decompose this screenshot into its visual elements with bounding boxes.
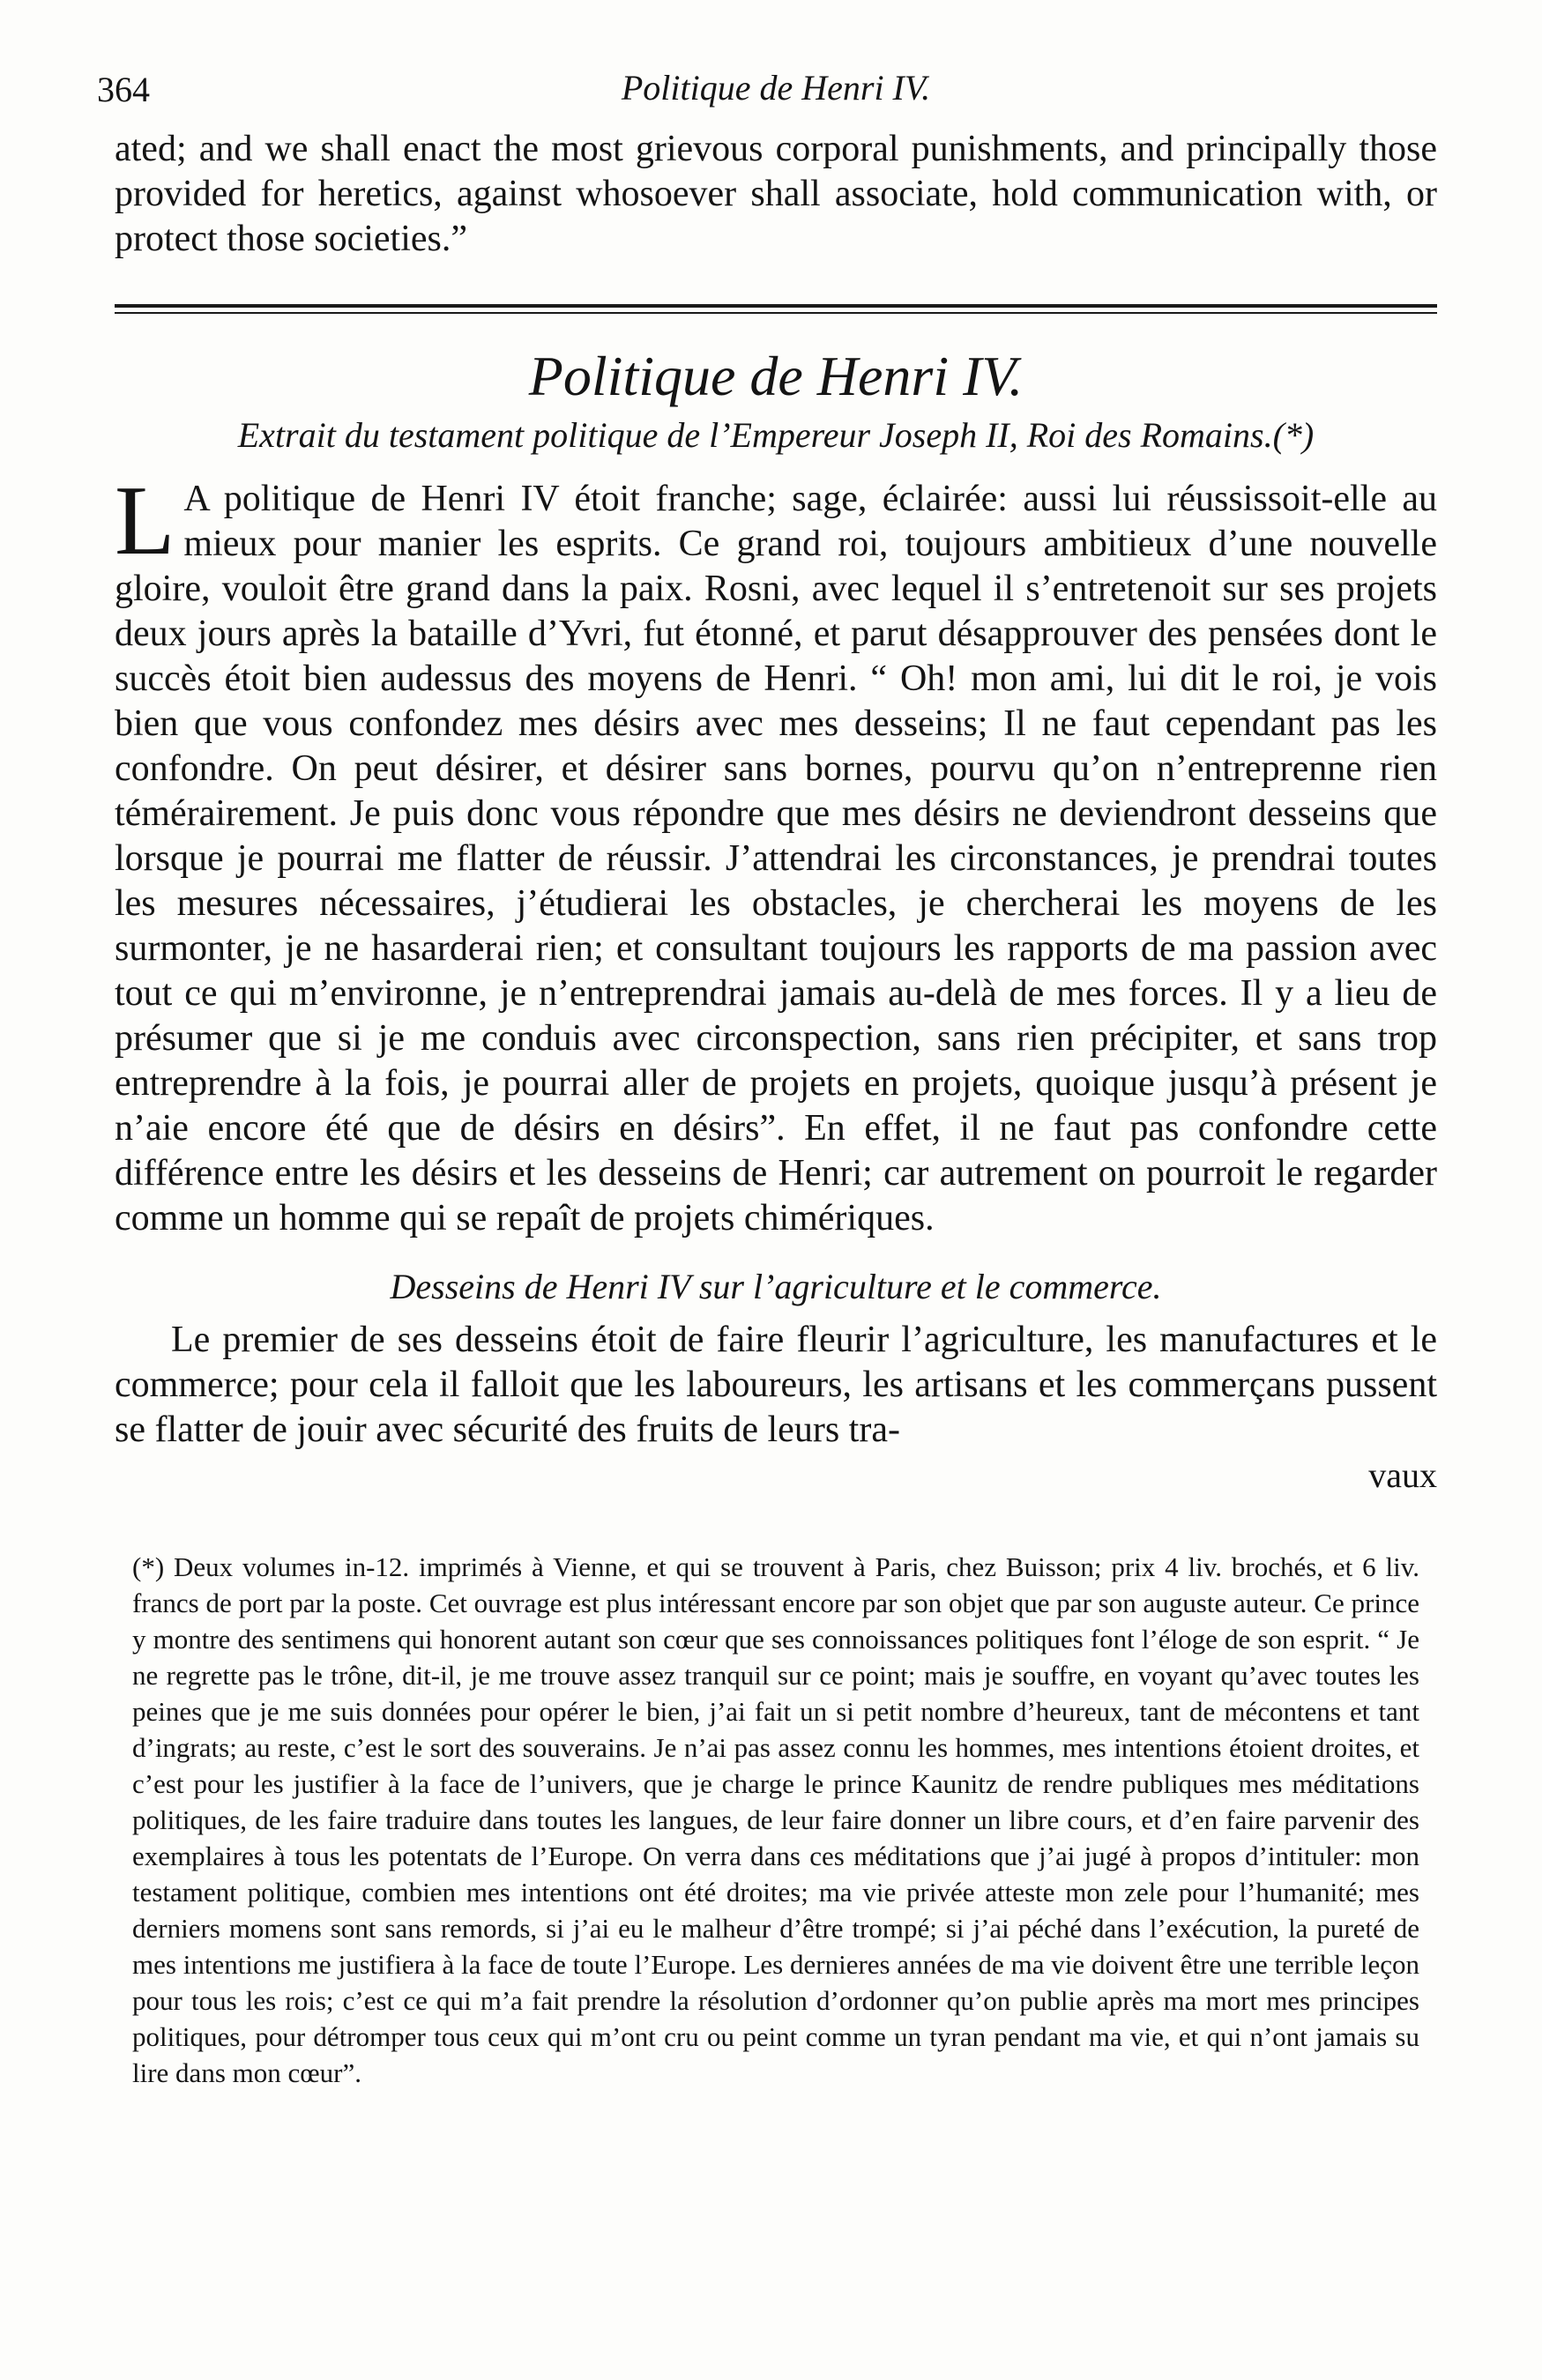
running-head — [97, 62, 1437, 123]
page-number: 364 — [97, 70, 150, 109]
section-title: Politique de Henri IV. — [528, 344, 1024, 407]
book-page — [97, 62, 1437, 2091]
running-title: Politique de Henri IV. — [621, 68, 931, 108]
first-paragraph — [115, 465, 1437, 1241]
subheading: Desseins de Henri IV sur l’agriculture et le commerce. — [390, 1266, 1162, 1306]
drop-cap: L — [115, 465, 175, 576]
footnote: (*) Deux volumes in-12. imprimés à Vienne, et qui se trouvent à Paris, chez Buisson; prix 4 liv. brochés, et 6 liv. francs de port par la poste. Cet ouvrage est plus intéressant encore par son objet que par son auguste auteur. Ce prince y montre des sentimens qui honorent autant son cœur que ses connoissances politiques font l’éloge de son esprit. “ Je ne regrette pas le trône, dit-il, je me trouve assez tranquil sur ce point; mais je souffre, en voyant qu’avec toutes les peines que je me suis données pour opérer le bien, j’ai fait un si petit nombre d’heureux, tant de mécontens et tant d’ingrats; au reste, c’est le sort des souverains. Je n’ai pas assez connu les hommes, mes intentions étoient droites, et c’est pour les justifier à la face de l’univers, que je charge le prince Kaunitz de rendre publiques mes méditations politiques, de les faire traduire dans toutes les langues, de leur faire donner un libre cours, et d’en faire parvenir des exemplaires à tous les potentats de l’Europe. On verra dans ces méditations que j’ai jugé à propos d’intituler: mon testament politique, combien mes intentions ont été droites; ma vie privée atteste mon zele pour l’humanité; mes derniers momens sont sans remords, si j’ai eu le malheur d’être trompé; si j’ai péché dans l’exécution, la pureté de mes intentions me justifiera à la face de toute l’Europe. Les dernieres années de ma vie doivent être une terrible leçon pour tous les rois; c’est ce qui m’a fait prendre la résolution d’ordonner qu’on publie après ma mort mes principes politiques, pour détromper tous ceux qui m’ont cru ou peint comme un tyran pendant ma vie, et qui n’ont jamais su lire dans mon cœur”. — [132, 1551, 1419, 2088]
divider-thin-rule — [115, 312, 1437, 314]
section-divider — [115, 304, 1437, 314]
section-subtitle: Extrait du testament politique de l’Empereur Joseph II, Roi des Romains.(*) — [237, 414, 1315, 455]
divider-thick-rule — [115, 304, 1437, 308]
first-paragraph-text: A politique de Henri IV étoit franche; sage, éclairée: aussi lui réussissoit-elle au mieux pour manier les esprits. Ce grand roi, toujours ambitieux d’une nouvelle gloire, vouloit être grand dans la paix. Rosni, avec lequel il s’entretenoit sur ses projets deux jours après la bataille d’Yvri, fut étonné, et parut désapprouver des pensées dont le succès étoit bien audessus des moyens de Henri. “ Oh! mon ami, lui dit le roi, je vois bien que vous confondez mes désirs avec mes desseins; Il ne faut cependant pas les confondre. On peut désirer, et désirer sans bornes, pourvu qu’on n’entreprenne rien témérairement. Je puis donc vous répondre que mes désirs ne deviendront desseins que lorsque je pourrai me flatter de réussir. J’attendrai les circonstances, je prendrai toutes les mesures nécessaires, j’étudierai les obstacles, je chercherai les moyens de les surmonter, je ne hasarderai rien; et consultant toujours les rapports de ma passion avec tout ce qui m’environne, je n’entreprendrai jamais au-delà de mes forces. Il y a lieu de présumer que si je me conduis avec circonspection, sans rien précipiter, et sans trop entreprendre à la fois, je pourrai aller de projets en projets, quoique jusqu’à présent je n’aie encore été que de désirs en désirs”. En effet, il ne faut pas confondre cette différence entre les désirs et les desseins de Henri; car autrement on pourroit le regarder comme un homme qui se repaît de projets chimériques. — [115, 478, 1437, 1238]
previous-text: ated; and we shall enact the most grievous corporal punishments, and principally those provided for heretics, against whosoever shall associate, hold communication with, or protect those societies.” — [115, 129, 1437, 259]
second-paragraph: Le premier de ses desseins étoit de faire fleurir l’agriculture, les manufactures et le commerce; pour cela il falloit que les laboureurs, les artisans et les commerçans pussent se flatter de jouir avec sécurité des fruits de leurs tra- — [115, 1319, 1437, 1450]
catchword: vaux — [1368, 1454, 1437, 1495]
